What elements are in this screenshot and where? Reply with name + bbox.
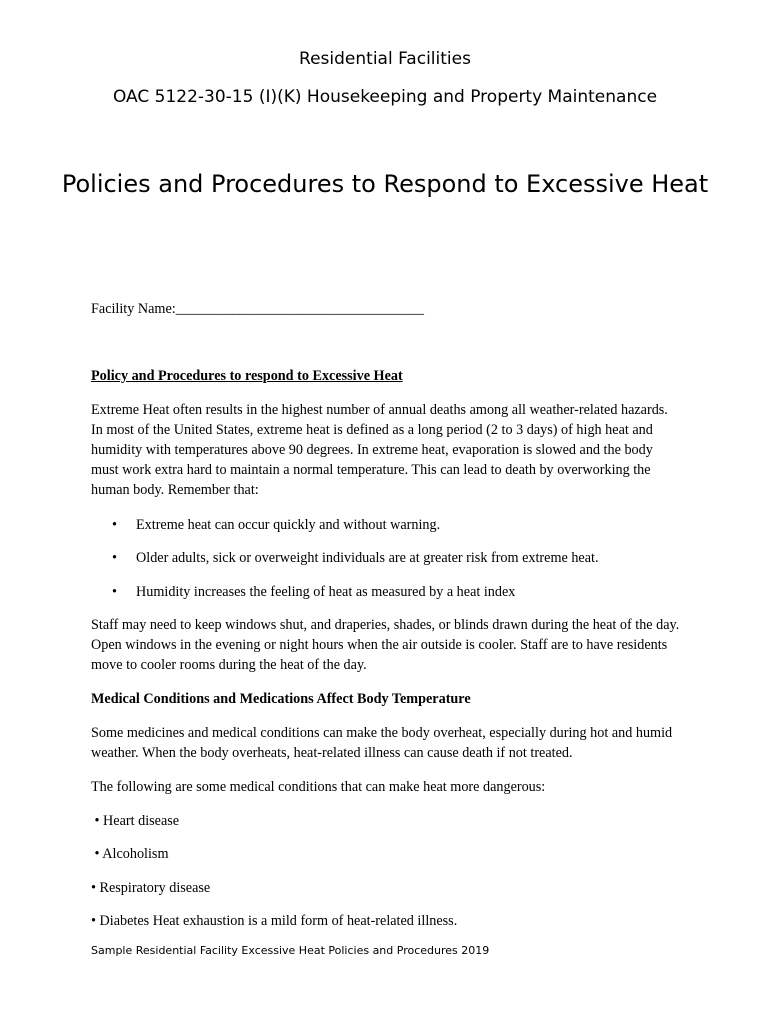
list-item <box>112 515 672 535</box>
list-item-text: Extreme heat can occur quickly and without warning. <box>136 517 441 533</box>
facility-name-field: Facility Name:___________________________________ <box>91 301 424 317</box>
list-item-text: Humidity increases the feeling of heat as measured by a heat index <box>136 584 516 600</box>
bullet-icon: • <box>112 517 117 533</box>
condition-item: • Heart disease <box>91 813 180 829</box>
list-item <box>112 548 672 568</box>
section-heading-medical: Medical Conditions and Medications Affect Body Temperature <box>91 691 471 707</box>
header-regulation: OAC 5122-30-15 (I)(K) Housekeeping and Property Maintenance <box>112 87 658 107</box>
condition-item: • Alcoholism <box>91 846 169 862</box>
bullet-icon: • <box>112 584 117 600</box>
paragraph-extreme-heat: Extreme Heat often results in the highest number of annual deaths among all weather-related hazards. In most of the United States, extreme heat is defined as a long period (2 to 3 days) of high heat and humidity with temperatures above 90 degrees. In extreme heat, evaporation is slowed and the body must work extra hard to maintain a normal temperature. This can lead to death by overworking the human body. Remember that: <box>91 402 668 498</box>
list-item-text: Older adults, sick or overweight individuals are at greater risk from extreme heat. <box>136 550 599 566</box>
section-heading-policy: Policy and Procedures to respond to Excessive Heat <box>91 368 403 384</box>
paragraph-conditions-intro: The following are some medical conditions that can make heat more dangerous: <box>91 779 546 795</box>
header-facility-type: Residential Facilities <box>299 49 471 69</box>
paragraph-medicines: Some medicines and medical conditions can make the body overheat, especially during hot and humid weather. When the body overheats, heat-related illness can cause death if not treated. <box>91 725 673 761</box>
condition-item: • Diabetes Heat exhaustion is a mild form of heat-related illness. <box>91 913 458 929</box>
bullet-icon: • <box>112 550 117 566</box>
list-item <box>112 582 672 602</box>
page-footer: Sample Residential Facility Excessive Heat Policies and Procedures 2019 <box>91 944 490 957</box>
paragraph-staff-windows: Staff may need to keep windows shut, and draperies, shades, or blinds drawn during the heat of the day. Open windows in the evening or night hours when the air outside is cooler. Staff are to have residents move to cooler rooms during the heat of the day. <box>91 617 680 673</box>
condition-item: • Respiratory disease <box>91 880 211 896</box>
page-title: Policies and Procedures to Respond to Excessive Heat <box>61 170 709 198</box>
